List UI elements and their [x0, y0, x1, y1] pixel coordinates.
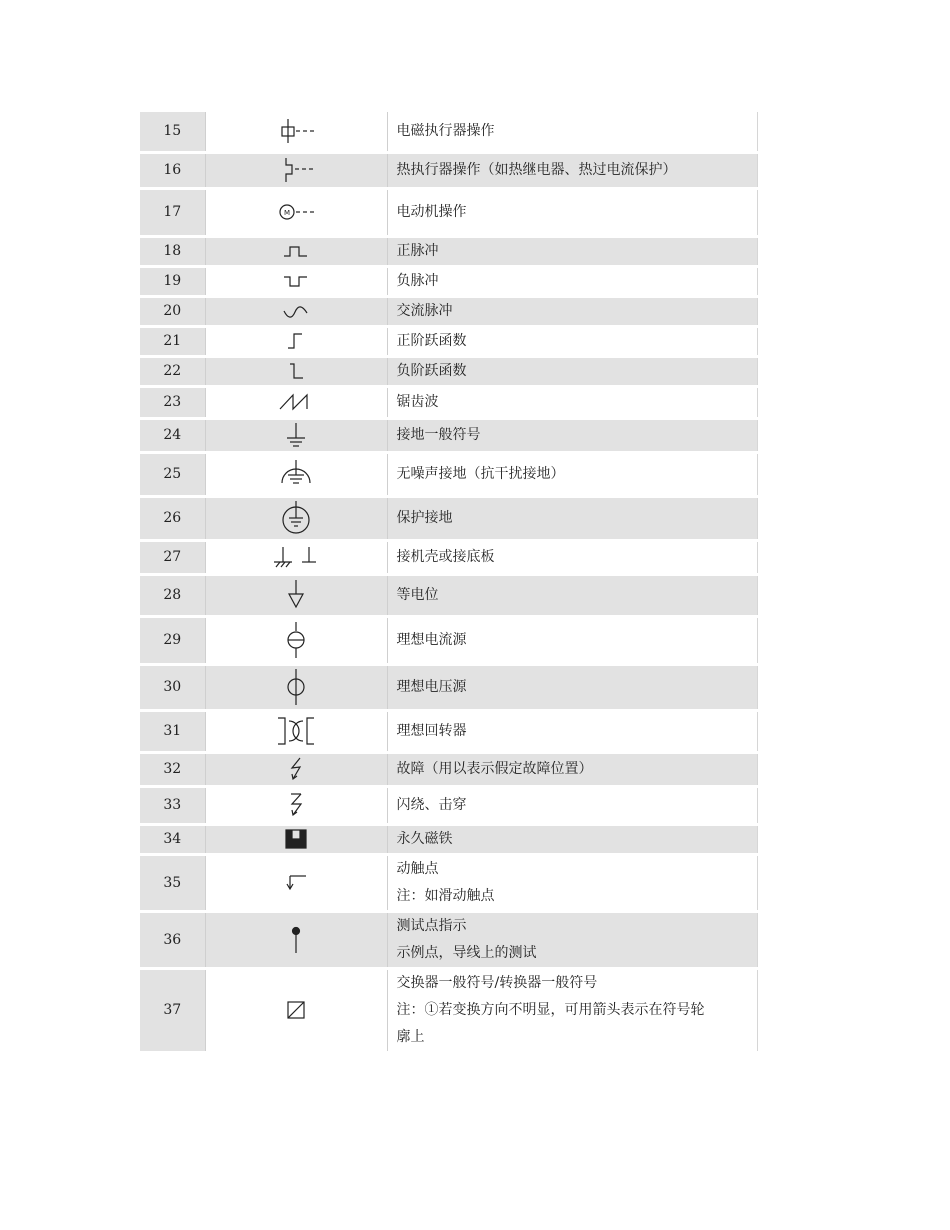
- description-cell: [387, 752, 757, 786]
- row-number: 20: [140, 296, 205, 326]
- row-number: 25: [140, 452, 205, 496]
- negative-pulse-icon: [281, 272, 311, 291]
- symbol-cell: [205, 152, 387, 188]
- description-cell: [387, 452, 757, 496]
- row-number: 24: [140, 418, 205, 452]
- description-cell: [387, 911, 757, 968]
- symbol-cell: [205, 824, 387, 854]
- description-line: 无噪声接地（抗干扰接地）: [396, 465, 565, 482]
- table-row: [140, 824, 757, 854]
- description-cell: [387, 386, 757, 418]
- row-number: 17: [140, 188, 205, 236]
- description-cell: [387, 968, 757, 1052]
- row-number: 35: [140, 854, 205, 911]
- table-row: [140, 236, 757, 266]
- symbol-cell: [205, 710, 387, 752]
- symbol-cell: [205, 786, 387, 824]
- description-line: 接地一般符号: [396, 426, 481, 443]
- symbol-cell: [205, 418, 387, 452]
- fault-icon: [281, 759, 311, 778]
- table-row: [140, 854, 757, 911]
- description-line: 接机壳或接底板: [396, 548, 495, 565]
- sawtooth-wave-icon: [278, 392, 314, 411]
- description-line: 示例点，导线上的测试: [396, 944, 537, 961]
- table-row: [140, 386, 757, 418]
- table-row: [140, 616, 757, 664]
- table-row: [140, 452, 757, 496]
- row-number: 36: [140, 911, 205, 968]
- row-number: 22: [140, 356, 205, 386]
- description-cell: [387, 236, 757, 266]
- description-line: 锯齿波: [396, 393, 439, 410]
- symbol-cell: [205, 326, 387, 356]
- table-row: [140, 540, 757, 574]
- description-line: 电磁执行器操作: [396, 122, 495, 139]
- permanent-magnet-icon: [281, 829, 311, 848]
- description-line: 廓上: [396, 1028, 425, 1045]
- description-line: 交流脉冲: [396, 302, 453, 319]
- description-cell: [387, 356, 757, 386]
- symbol-table-body: [140, 112, 757, 1052]
- symbol-cell: [205, 664, 387, 710]
- symbol-cell: [205, 616, 387, 664]
- description-line: 电动机操作: [396, 203, 467, 220]
- row-number: 21: [140, 326, 205, 356]
- description-cell: [387, 266, 757, 296]
- symbol-cell: [205, 574, 387, 616]
- symbol-cell: [205, 356, 387, 386]
- row-number: 31: [140, 710, 205, 752]
- row-number: 29: [140, 616, 205, 664]
- description-line: 负脉冲: [396, 272, 439, 289]
- symbol-cell: [205, 968, 387, 1052]
- symbol-cell: [205, 236, 387, 266]
- description-line: 理想电压源: [396, 678, 467, 695]
- description-cell: [387, 710, 757, 752]
- table-row: [140, 418, 757, 452]
- description-line: 等电位: [396, 586, 439, 603]
- description-cell: [387, 854, 757, 911]
- motor-operation-icon: [276, 202, 316, 221]
- noiseless-ground-icon: [279, 464, 313, 483]
- symbol-cell: [205, 266, 387, 296]
- description-line: 闪绕、击穿: [396, 796, 467, 813]
- row-number: 37: [140, 968, 205, 1052]
- flashover-icon: [281, 795, 311, 814]
- description-cell: [387, 540, 757, 574]
- description-cell: [387, 152, 757, 188]
- description-cell: [387, 616, 757, 664]
- table-row: [140, 710, 757, 752]
- table-row: [140, 911, 757, 968]
- row-number: 30: [140, 664, 205, 710]
- description-cell: [387, 786, 757, 824]
- equipotential-icon: [281, 585, 311, 604]
- description-line: 理想电流源: [396, 631, 467, 648]
- ideal-gyrator-icon: [271, 721, 321, 740]
- electromagnetic-actuator-icon: [276, 121, 316, 140]
- table-row: [140, 296, 757, 326]
- thermal-actuator-icon: [276, 160, 316, 179]
- description-line: 负阶跃函数: [396, 362, 467, 379]
- table-row: [140, 188, 757, 236]
- description-line: 交换器一般符号/转换器一般符号: [396, 974, 598, 991]
- table-row: [140, 664, 757, 710]
- symbol-cell: [205, 854, 387, 911]
- table-row: [140, 356, 757, 386]
- svg-text:M: M: [284, 209, 291, 217]
- row-number: 32: [140, 752, 205, 786]
- description-cell: [387, 824, 757, 854]
- description-cell: [387, 574, 757, 616]
- row-number: 19: [140, 266, 205, 296]
- symbol-cell: [205, 296, 387, 326]
- description-line: 测试点指示: [396, 917, 467, 934]
- description-line: 故障（用以表示假定故障位置）: [396, 760, 593, 777]
- description-cell: [387, 188, 757, 236]
- converter-icon: [281, 1000, 311, 1019]
- row-number: 16: [140, 152, 205, 188]
- table-row: [140, 496, 757, 540]
- symbol-cell: [205, 386, 387, 418]
- row-number: 18: [140, 236, 205, 266]
- row-number: 28: [140, 574, 205, 616]
- description-cell: [387, 112, 757, 152]
- description-cell: [387, 664, 757, 710]
- description-line: 热执行器操作（如热继电器、热过电流保护）: [396, 161, 677, 178]
- moving-contact-icon: [281, 872, 311, 891]
- positive-pulse-icon: [281, 242, 311, 261]
- symbol-cell: [205, 188, 387, 236]
- description-line: 理想回转器: [396, 722, 467, 739]
- table-row: [140, 752, 757, 786]
- row-number: 33: [140, 786, 205, 824]
- description-line: 注：①若变换方向不明显，可用箭头表示在符号轮: [396, 1001, 705, 1018]
- table-row: [140, 112, 757, 152]
- symbol-cell: [205, 911, 387, 968]
- row-number: 27: [140, 540, 205, 574]
- negative-step-icon: [281, 361, 311, 380]
- symbol-table: [140, 112, 758, 1054]
- symbol-cell: [205, 752, 387, 786]
- row-number: 26: [140, 496, 205, 540]
- symbol-cell: [205, 452, 387, 496]
- symbol-cell: [205, 112, 387, 152]
- ideal-current-source-icon: [281, 630, 311, 649]
- symbol-cell: [205, 540, 387, 574]
- ground-icon: [281, 425, 311, 444]
- positive-step-icon: [281, 331, 311, 350]
- row-number: 34: [140, 824, 205, 854]
- ac-pulse-icon: [281, 302, 311, 321]
- description-line: 动触点: [396, 860, 439, 877]
- description-cell: [387, 418, 757, 452]
- description-line: 永久磁铁: [396, 830, 453, 847]
- test-point-icon: [281, 929, 311, 948]
- description-cell: [387, 296, 757, 326]
- description-line: 正脉冲: [396, 242, 439, 259]
- description-cell: [387, 326, 757, 356]
- table-row: [140, 266, 757, 296]
- description-line: 保护接地: [396, 509, 453, 526]
- table-row: [140, 786, 757, 824]
- table-row: [140, 152, 757, 188]
- table-row: [140, 326, 757, 356]
- row-number: 15: [140, 112, 205, 152]
- row-number: 23: [140, 386, 205, 418]
- protective-ground-icon: [279, 508, 313, 527]
- description-line: 正阶跃函数: [396, 332, 467, 349]
- description-line: 注：如滑动触点: [396, 887, 495, 904]
- ideal-voltage-source-icon: [281, 677, 311, 696]
- description-cell: [387, 496, 757, 540]
- table-row: [140, 574, 757, 616]
- table-row: [140, 968, 757, 1052]
- chassis-ground-icon: [269, 547, 323, 566]
- symbol-cell: [205, 496, 387, 540]
